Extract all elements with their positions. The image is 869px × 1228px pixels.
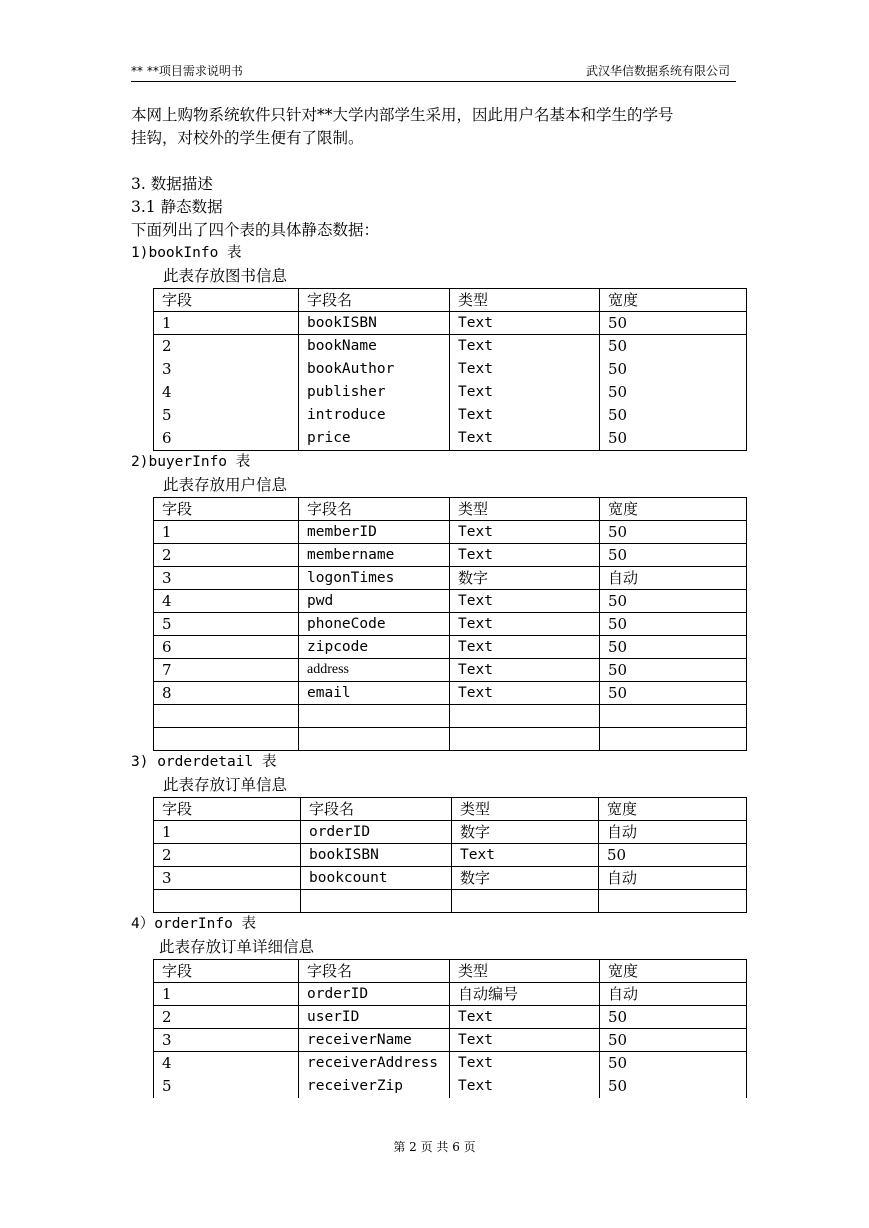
table-cell: memberID — [299, 521, 450, 544]
table-cell — [299, 335, 450, 451]
table-cell — [299, 705, 450, 728]
table-desc-bookinfo: 此表存放图书信息 — [163, 267, 288, 285]
table-row — [154, 636, 747, 659]
cell-line: Text — [458, 430, 493, 446]
table-cell: 7 — [154, 659, 299, 682]
section-heading-3-1: 3.1 静态数据 — [131, 198, 223, 216]
table-cell: 自动 — [599, 821, 747, 844]
header-cell: 字段 — [154, 798, 301, 821]
section-heading-3: 3. 数据描述 — [131, 175, 213, 193]
table-title-bookinfo: 1)bookInfo 表 — [131, 245, 242, 261]
table-cell: 3 — [154, 867, 301, 890]
bookinfo-table — [153, 288, 747, 451]
table-cell: 50 — [600, 659, 747, 682]
table-row — [154, 821, 747, 844]
header-cell: 字段名 — [299, 960, 450, 983]
table-cell: 自动 — [599, 867, 747, 890]
page-header-company: 武汉华信数据系统有限公司 — [585, 64, 730, 78]
cell-line: 50 — [608, 429, 628, 447]
cell-line: 4 — [162, 383, 172, 401]
header-cell: 字段名 — [299, 289, 450, 312]
cell-line: 5 — [162, 406, 172, 424]
table-cell — [450, 335, 600, 451]
table-cell — [600, 335, 747, 451]
header-cell: 字段 — [154, 289, 299, 312]
table-merged-row — [154, 335, 747, 451]
table-cell — [600, 728, 747, 751]
cell-line: Text — [458, 407, 493, 423]
document-body — [131, 104, 746, 1098]
header-cell: 类型 — [450, 289, 600, 312]
table-header-row — [154, 960, 747, 983]
table-cell: 50 — [599, 844, 747, 867]
table-row — [154, 567, 747, 590]
cell-line: Text — [458, 384, 493, 400]
table-cell: Text — [450, 1029, 600, 1052]
table-cell: 数字 — [450, 567, 600, 590]
table-cell: email — [299, 682, 450, 705]
table-cell: 50 — [600, 312, 747, 335]
table-cell — [301, 890, 452, 913]
table-cell: membername — [299, 544, 450, 567]
table-cell: 2 — [154, 844, 301, 867]
table-cell: address — [299, 659, 450, 682]
table-row — [154, 682, 747, 705]
table-header-row — [154, 798, 747, 821]
table-cell: Text — [450, 636, 600, 659]
cell-line: 3 — [162, 360, 172, 378]
table-cell: 50 — [600, 544, 747, 567]
table-cell — [600, 705, 747, 728]
table-cell: userID — [299, 1006, 450, 1029]
table-cell: Text — [450, 682, 600, 705]
table-row — [154, 659, 747, 682]
table-cell: phoneCode — [299, 613, 450, 636]
header-rule — [131, 81, 736, 82]
table-row-empty — [154, 728, 747, 751]
table-desc-orderdetail: 此表存放订单信息 — [163, 776, 288, 794]
table-cell: 1 — [154, 983, 299, 1006]
table-cell: 2 — [154, 544, 299, 567]
table-cell: 50 — [600, 1029, 747, 1052]
table-desc-buyerinfo: 此表存放用户信息 — [163, 476, 288, 494]
table-row — [154, 983, 747, 1006]
orderdetail-table — [153, 797, 747, 913]
header-cell: 字段名 — [301, 798, 452, 821]
table-cell: 1 — [154, 312, 299, 335]
cell-line: price — [307, 430, 351, 446]
table-cell: Text — [450, 1006, 600, 1029]
table-title-orderdetail: 3) orderdetail 表 — [131, 754, 277, 770]
header-cell: 宽度 — [600, 498, 747, 521]
table-row-empty — [154, 705, 747, 728]
table-cell — [154, 705, 299, 728]
cell-line: 50 — [608, 383, 628, 401]
table-cell: receiverName — [299, 1029, 450, 1052]
page-footer: 第 2 页 共 6 页 — [393, 1140, 476, 1154]
buyerinfo-table — [153, 497, 747, 751]
table-cell: 数字 — [452, 821, 599, 844]
cell-line: 50 — [608, 360, 628, 378]
table-cell: logonTimes — [299, 567, 450, 590]
cell-line: bookAuthor — [307, 361, 395, 377]
table-cell: 50 — [600, 1006, 747, 1029]
table-header-row — [154, 289, 747, 312]
table-cell: 3 — [154, 1029, 299, 1052]
header-cell: 类型 — [450, 960, 600, 983]
header-cell: 字段 — [154, 498, 299, 521]
table-row — [154, 613, 747, 636]
table-cell: 50 — [600, 636, 747, 659]
header-cell: 字段名 — [299, 498, 450, 521]
table-cell: Text — [450, 544, 600, 567]
table-cell: 50 — [600, 613, 747, 636]
table-cell: 5 — [154, 613, 299, 636]
table-cell: Text — [450, 590, 600, 613]
cell-line: Text — [458, 1078, 493, 1094]
intro-line-1: 本网上购物系统软件只针对**大学内部学生采用，因此用户名基本和学生的学号 — [131, 106, 674, 124]
table-row — [154, 590, 747, 613]
header-cell: 宽度 — [600, 960, 747, 983]
cell-line: bookName — [307, 338, 377, 354]
table-cell: 数字 — [452, 867, 599, 890]
header-cell: 字段 — [154, 960, 299, 983]
table-cell: pwd — [299, 590, 450, 613]
table-cell: bookISBN — [299, 312, 450, 335]
table-cell: 自动 — [600, 567, 747, 590]
cell-line: 50 — [608, 406, 628, 424]
cell-line: receiverZip — [307, 1078, 404, 1094]
page-header-title: ** **项目需求说明书 — [131, 64, 243, 78]
table-cell: Text — [450, 659, 600, 682]
table-cell — [154, 890, 301, 913]
table-cell — [450, 1052, 600, 1099]
table-cell: 50 — [600, 590, 747, 613]
cell-line: Text — [458, 338, 493, 354]
table-cell — [450, 705, 600, 728]
table-row — [154, 521, 747, 544]
cell-line: introduce — [307, 407, 386, 423]
table-cell — [450, 728, 600, 751]
section-3-1-description: 下面列出了四个表的具体静态数据： — [131, 221, 380, 239]
table-row — [154, 312, 747, 335]
cell-line: publisher — [307, 384, 386, 400]
table-cell — [599, 890, 747, 913]
cell-line: Text — [458, 361, 493, 377]
table-header-row — [154, 498, 747, 521]
table-cell: Text — [452, 844, 599, 867]
table-cell: 50 — [600, 521, 747, 544]
table-cell: 3 — [154, 567, 299, 590]
table-cell: bookISBN — [301, 844, 452, 867]
cell-line: 4 — [162, 1054, 172, 1072]
table-row — [154, 844, 747, 867]
intro-line-2: 挂钩，对校外的学生便有了限制。 — [131, 129, 364, 147]
table-cell: 6 — [154, 636, 299, 659]
cell-line: receiverAddress — [307, 1055, 438, 1071]
table-cell — [154, 728, 299, 751]
table-cell: 50 — [600, 682, 747, 705]
table-cell: Text — [450, 613, 600, 636]
table-cell: Text — [450, 521, 600, 544]
table-cell — [452, 890, 599, 913]
cell-line: 5 — [162, 1077, 172, 1095]
cell-line: 50 — [608, 1054, 628, 1072]
table-cell: 1 — [154, 521, 299, 544]
table-cell: Text — [450, 312, 600, 335]
cell-line: 2 — [162, 337, 172, 355]
table-cell — [154, 335, 299, 451]
table-cell: orderID — [301, 821, 452, 844]
table-cell: 8 — [154, 682, 299, 705]
header-cell: 类型 — [450, 498, 600, 521]
table-cell: 4 — [154, 590, 299, 613]
table-row-empty — [154, 890, 747, 913]
table-row — [154, 544, 747, 567]
table-title-buyerinfo: 2)buyerInfo 表 — [131, 454, 251, 470]
table-row — [154, 1029, 747, 1052]
table-row — [154, 1006, 747, 1029]
header-cell: 宽度 — [599, 798, 747, 821]
table-cell — [600, 1052, 747, 1099]
cell-line: Text — [458, 1055, 493, 1071]
table-title-orderinfo: 4）orderInfo 表 — [131, 916, 257, 932]
table-cell: orderID — [299, 983, 450, 1006]
table-row — [154, 867, 747, 890]
table-cell: 自动 — [600, 983, 747, 1006]
header-cell: 宽度 — [600, 289, 747, 312]
table-cell: bookcount — [301, 867, 452, 890]
table-cell: zipcode — [299, 636, 450, 659]
header-cell: 类型 — [452, 798, 599, 821]
table-merged-row — [154, 1052, 747, 1099]
table-cell — [154, 1052, 299, 1099]
table-desc-orderinfo: 此表存放订单详细信息 — [159, 938, 315, 956]
cell-line: 6 — [162, 429, 172, 447]
cell-line: 50 — [608, 1077, 628, 1095]
table-cell: 1 — [154, 821, 301, 844]
table-cell — [299, 1052, 450, 1099]
cell-line: 50 — [608, 337, 628, 355]
table-cell — [299, 728, 450, 751]
orderinfo-table — [153, 959, 747, 1098]
table-cell: 自动编号 — [450, 983, 600, 1006]
table-cell: 2 — [154, 1006, 299, 1029]
